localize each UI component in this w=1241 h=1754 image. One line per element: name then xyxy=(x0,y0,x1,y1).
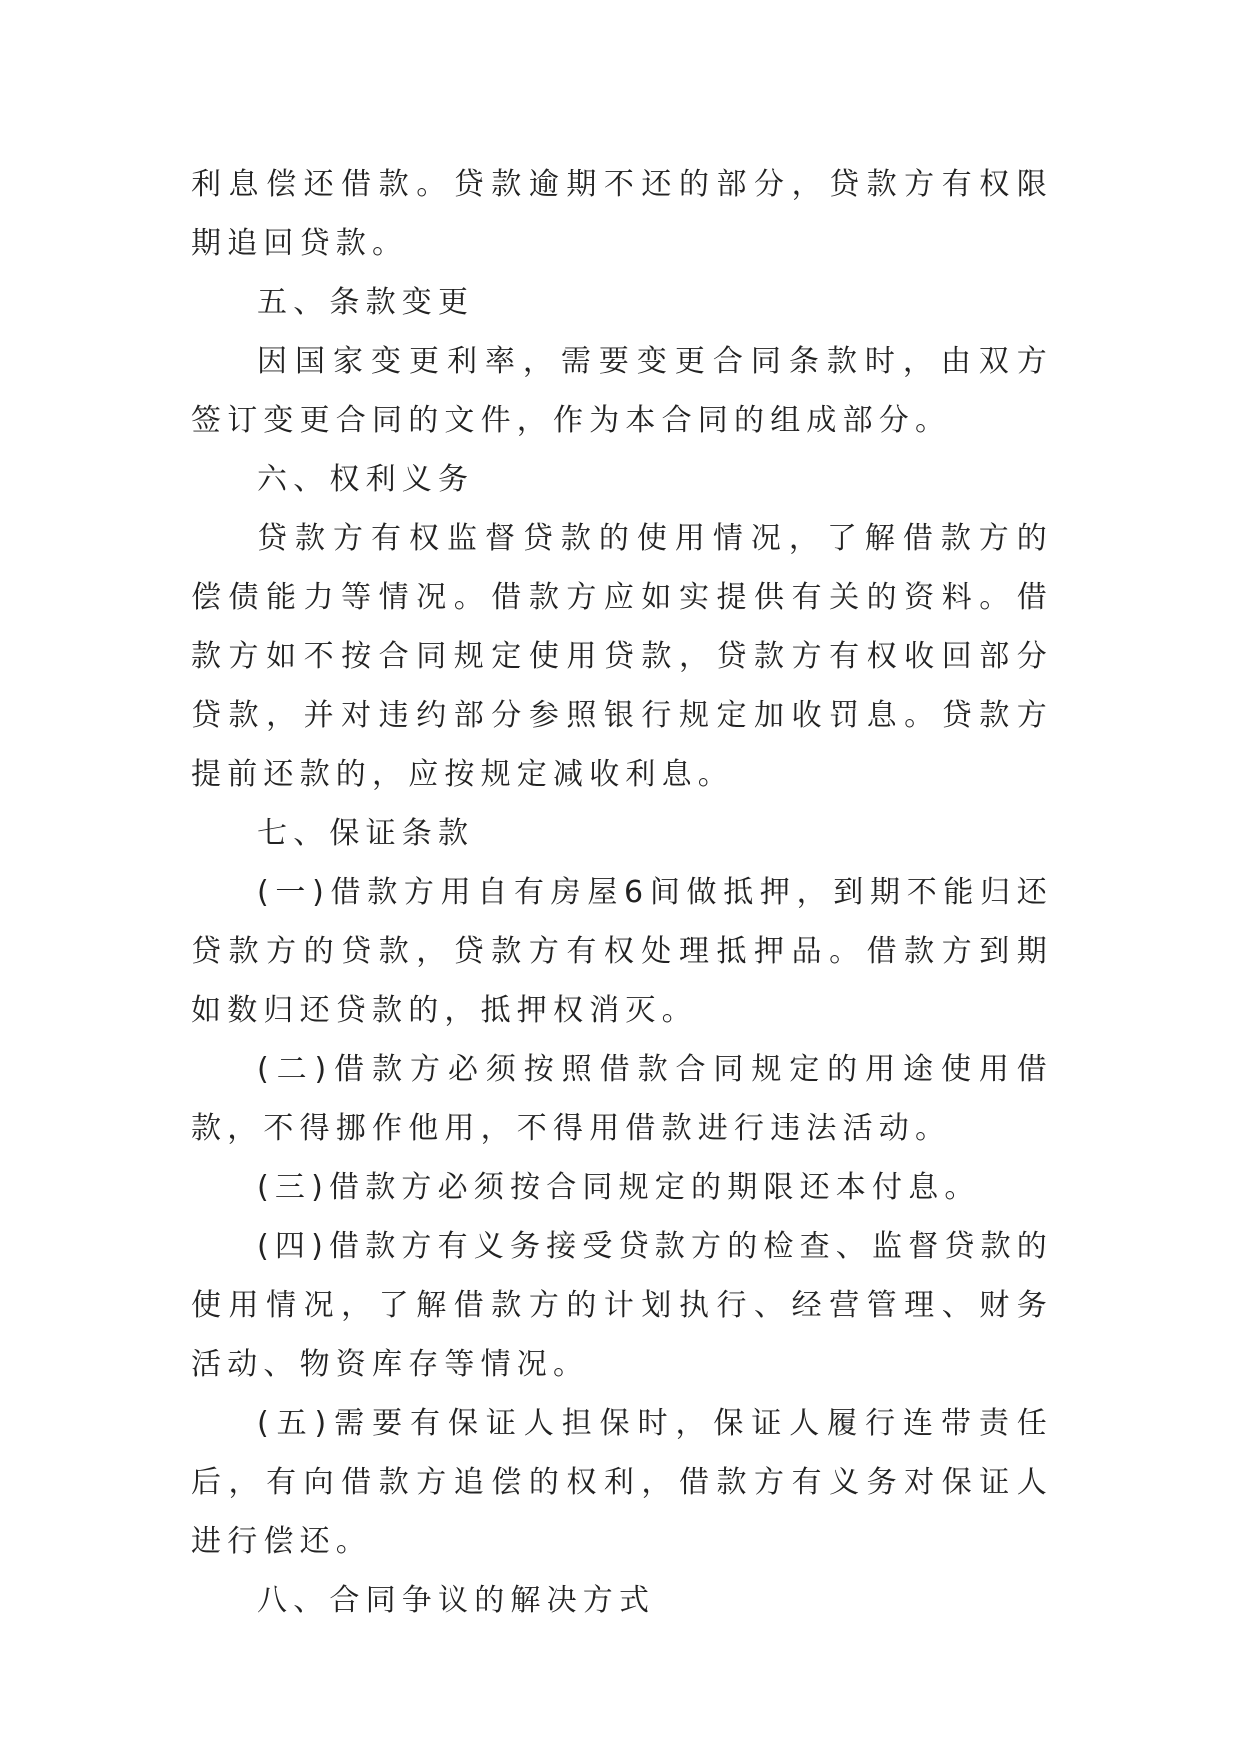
heading-guarantee-clauses: 七、保证条款 xyxy=(257,816,475,851)
paragraph-guarantee-3: (三)借款方必须按合同规定的期限还本付息。 xyxy=(257,1170,981,1205)
paragraph-rights-obligations: 贷款方有权监督贷款的使用情况，了解借款方的偿债能力等情况。借款方应如实提供有关的资料。借款方如不按合同规定使用贷款，贷款方有权收回部分贷款，并对违约部分参照银行规定加收罚息。贷款方提前还款的，应按规定减收利息。 xyxy=(191,521,1053,792)
paragraph-guarantee-2: (二)借款方必须按照借款合同规定的用途使用借款，不得挪作他用，不得用借款进行违法活动。 xyxy=(191,1052,1053,1146)
heading-dispute-resolution: 八、合同争议的解决方式 xyxy=(257,1583,656,1618)
paragraph-guarantee-1: (一)借款方用自有房屋6间做抵押，到期不能归还贷款方的贷款，贷款方有权处理抵押品。借款方到期如数归还贷款的，抵押权消灭。 xyxy=(191,875,1053,1028)
paragraph-guarantee-4: (四)借款方有义务接受贷款方的检查、监督贷款的使用情况，了解借款方的计划执行、经营管理、财务活动、物资库存等情况。 xyxy=(191,1229,1054,1382)
paragraph-guarantee-5: (五)需要有保证人担保时，保证人履行连带责任后，有向借款方追偿的权利，借款方有义务对保证人进行偿还。 xyxy=(191,1406,1053,1559)
paragraph-repayment-continuation: 利息偿还借款。贷款逾期不还的部分，贷款方有权限期追回贷款。 xyxy=(191,167,1053,261)
document-body xyxy=(191,155,1053,1630)
heading-rights-obligations: 六、权利义务 xyxy=(257,462,475,497)
heading-terms-change: 五、条款变更 xyxy=(257,285,475,320)
paragraph-terms-change: 因国家变更利率，需要变更合同条款时，由双方签订变更合同的文件，作为本合同的组成部分。 xyxy=(191,344,1053,438)
